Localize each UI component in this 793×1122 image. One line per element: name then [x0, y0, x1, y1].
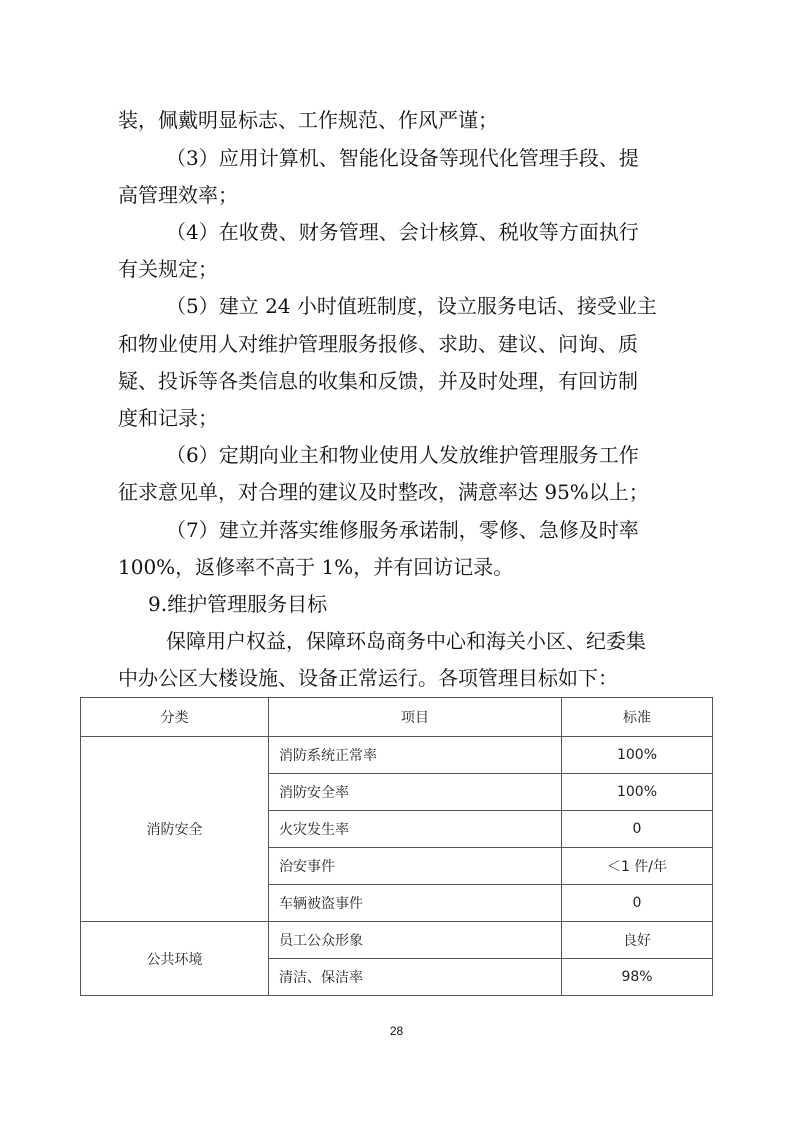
section-heading: 9.维护管理服务目标 — [148, 592, 328, 616]
text-line: （6）定期向业主和物业使用人发放维护管理服务工作 — [166, 443, 639, 467]
standard-cell: 98% — [562, 959, 713, 996]
page-number: 28 — [389, 1024, 404, 1038]
standard-cell: 100% — [562, 774, 713, 811]
table-header-row — [81, 698, 713, 737]
item-cell: 消防安全率 — [269, 774, 562, 811]
text-line: 保障用户权益，保障环岛商务中心和海关小区、纪委集 — [166, 629, 646, 653]
text-line: 征求意见单，对合理的建议及时整改，满意率达 95%以上； — [118, 480, 649, 504]
item-cell: 消防系统正常率 — [269, 737, 562, 774]
header-item: 项目 — [269, 698, 562, 737]
standards-table — [80, 697, 713, 996]
text-line: 高管理效率； — [118, 183, 238, 207]
item-cell: 清洁、保洁率 — [269, 959, 562, 996]
standard-cell: ＜1 件/年 — [562, 848, 713, 885]
table-row — [81, 922, 713, 959]
text-line: 装，佩戴明显标志、工作规范、作风严谨； — [118, 108, 498, 132]
item-cell: 治安事件 — [269, 848, 562, 885]
header-category: 分类 — [81, 698, 269, 737]
text-line: 100%，返修率不高于 1%，并有回访记录。 — [118, 555, 514, 579]
text-line: 有关规定； — [118, 257, 218, 281]
category-cell: 公共环境 — [81, 922, 269, 996]
item-cell: 车辆被盗事件 — [269, 885, 562, 922]
text-line: （3）应用计算机、智能化设备等现代化管理手段、提 — [166, 146, 639, 170]
standard-cell: 0 — [562, 811, 713, 848]
text-line: 中办公区大楼设施、设备正常运行。各项管理目标如下： — [118, 666, 618, 690]
category-cell: 消防安全 — [81, 737, 269, 922]
standard-cell: 100% — [562, 737, 713, 774]
text-line: 疑、投诉等各类信息的收集和反馈，并及时处理，有回访制 — [118, 369, 638, 393]
item-cell: 员工公众形象 — [269, 922, 562, 959]
table-row — [81, 737, 713, 774]
standard-cell: 0 — [562, 885, 713, 922]
standard-cell: 良好 — [562, 922, 713, 959]
header-standard: 标准 — [562, 698, 713, 737]
text-line: 和物业使用人对维护管理服务报修、求助、建议、问询、质 — [118, 332, 638, 356]
text-line: 度和记录； — [118, 406, 218, 430]
text-line: （5）建立 24 小时值班制度，设立服务电话、接受业主 — [166, 294, 657, 318]
text-line: （4）在收费、财务管理、会计核算、税收等方面执行 — [166, 220, 639, 244]
item-cell: 火灾发生率 — [269, 811, 562, 848]
text-line: （7）建立并落实维修服务承诺制，零修、急修及时率 — [166, 518, 639, 542]
